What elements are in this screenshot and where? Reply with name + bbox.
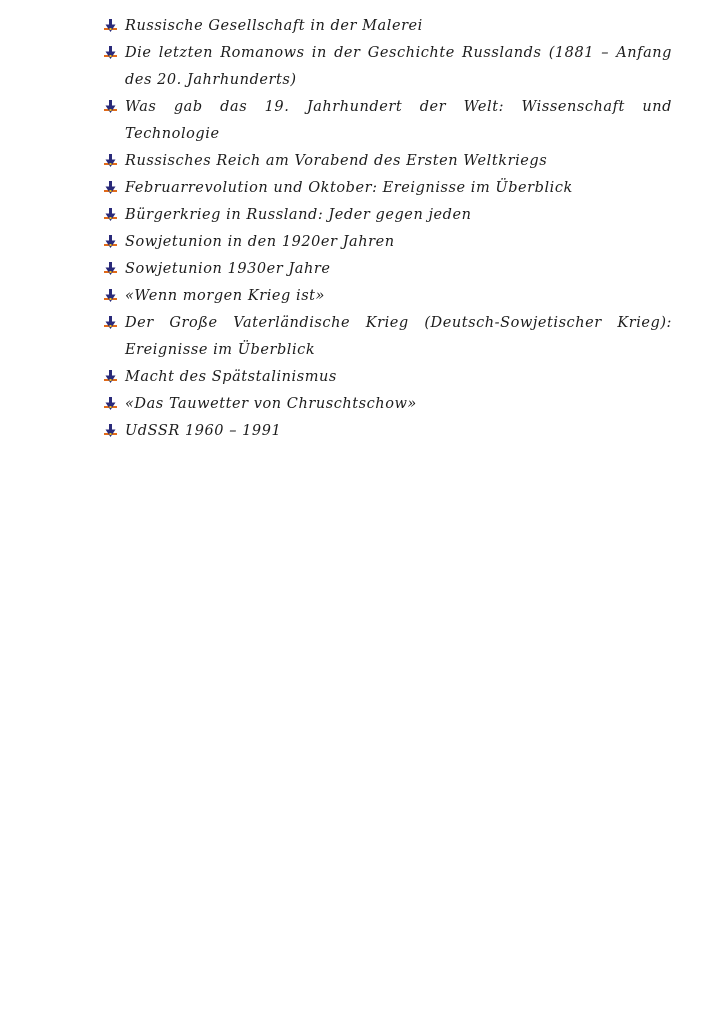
list-item-text: Sowjetunion 1930er Jahre: [125, 261, 331, 277]
down-arrow-bullet-icon: [103, 316, 118, 331]
down-arrow-bullet-icon: [103, 370, 118, 385]
down-arrow-bullet-icon: [103, 154, 118, 169]
list-item-text: Die letzten Romanows in der Geschichte Russlands (1881 – Anfang des 20. Jahrhunderts): [125, 45, 672, 88]
list-item: [103, 364, 672, 391]
list-item-text: «Das Tauwetter von Chruschtschow»: [125, 396, 417, 412]
list-item-text: Der Große Vaterländische Krieg (Deutsch-Sowjetischer Krieg): Ereignisse im Überblick: [125, 315, 672, 358]
list-item-text: Februarrevolution und Oktober: Ereignisse im Überblick: [125, 180, 573, 196]
list-item: [103, 283, 672, 310]
down-arrow-bullet-icon: [103, 100, 118, 115]
list-item-text: Bürgerkrieg in Russland: Jeder gegen jeden: [125, 207, 472, 223]
list-item: [103, 148, 672, 175]
down-arrow-bullet-icon: [103, 235, 118, 250]
down-arrow-bullet-icon: [103, 46, 118, 61]
down-arrow-bullet-icon: [103, 262, 118, 277]
down-arrow-bullet-icon: [103, 208, 118, 223]
list-item-text: Russische Gesellschaft in der Malerei: [125, 18, 423, 34]
list-item: [103, 418, 672, 445]
list-item-text: UdSSR 1960 – 1991: [125, 423, 282, 439]
list-item: [103, 202, 672, 229]
list-item-text: Sowjetunion in den 1920er Jahren: [125, 234, 395, 250]
list-item-text: «Wenn morgen Krieg ist»: [125, 288, 325, 304]
down-arrow-bullet-icon: [103, 424, 118, 439]
list-item: [103, 40, 672, 94]
down-arrow-bullet-icon: [103, 181, 118, 196]
list-item: [103, 256, 672, 283]
list-item-text: Russisches Reich am Vorabend des Ersten Weltkriegs: [125, 153, 548, 169]
down-arrow-bullet-icon: [103, 19, 118, 34]
down-arrow-bullet-icon: [103, 397, 118, 412]
list-item-text: Was gab das 19. Jahrhundert der Welt: Wissenschaft und Technologie: [125, 99, 672, 142]
list-item: [103, 391, 672, 418]
topic-list: [103, 13, 672, 445]
list-item: [103, 229, 672, 256]
list-item-text: Macht des Spätstalinismus: [125, 369, 337, 385]
list-item: [103, 13, 672, 40]
list-item: [103, 94, 672, 148]
list-item: [103, 310, 672, 364]
down-arrow-bullet-icon: [103, 289, 118, 304]
list-item: [103, 175, 672, 202]
